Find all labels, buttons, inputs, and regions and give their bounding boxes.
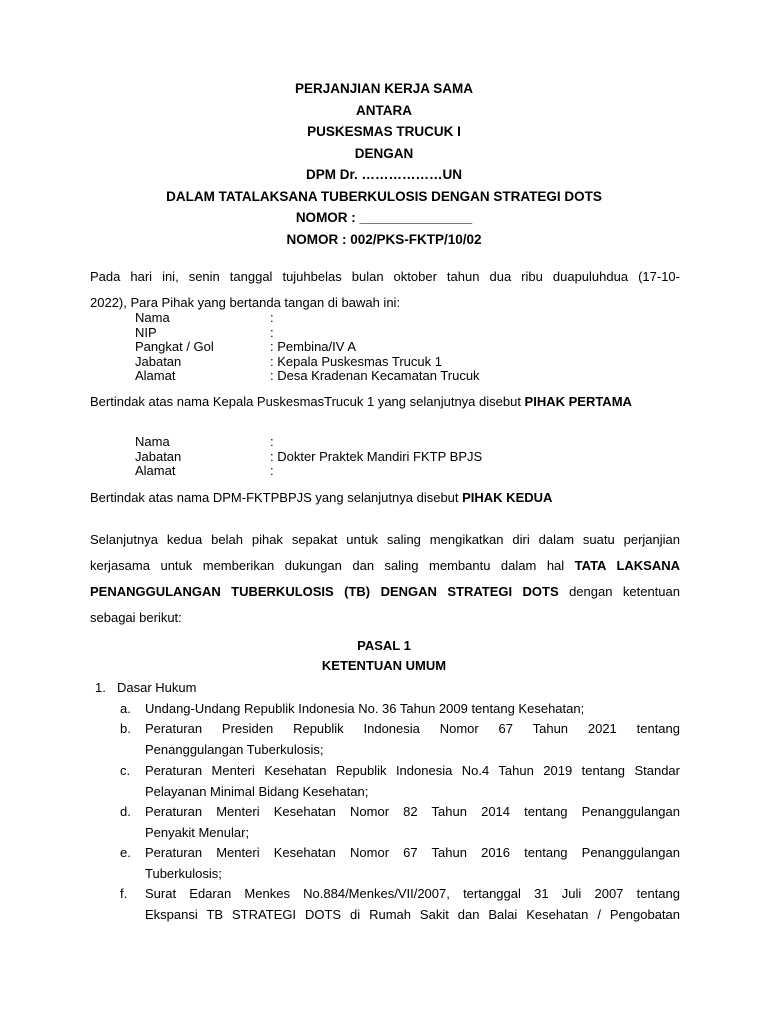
statement-text: Bertindak atas nama Kepala PuskesmasTrucuk 1 yang selanjutnya disebut [90,394,525,409]
title-line: NOMOR : 002/PKS-FKTP/10/02 [286,231,482,247]
title-line: ANTARA [356,102,412,118]
title-line: NOMOR : _______________ [295,210,473,225]
list-marker: b. [120,721,131,736]
list-item-text [145,884,680,925]
intro-line: Pada hari ini, senin tanggal tujuhbelas bulan oktober tahun dua ribu duapuluhdua (17-10- [90,269,680,284]
field-label: NIP [135,324,157,340]
agreement-line: Selanjutnya kedua belah pihak sepakat untuk saling mengikatkan diri dalam suatu perjanjian [90,532,680,547]
party-one-name-field [135,311,635,326]
list-marker: a. [120,701,131,716]
party-two-name-field [135,435,635,450]
item-line: Peraturan Presiden Republik Indonesia Nomor 67 Tahun 2021 tentang [145,721,680,736]
field-value: : [270,310,274,325]
statement-text: Bertindak atas nama DPM-FKTPBPJS yang selanjutnya disebut [90,490,463,505]
field-label: Pangkat / Gol [135,339,214,354]
intro-line: 2022), Para Pihak yang bertanda tangan di bawah ini: [90,295,401,310]
list-item-text [145,802,680,843]
field-value: : Pembina/IV A [270,339,356,354]
item-line: Peraturan Menteri Kesehatan Nomor 82 Tahun 2014 tentang Penanggulangan [145,804,680,819]
field-label: Nama [135,310,170,325]
agreement-bold: TATA LAKSANA [574,558,680,573]
party-one-nip-field [135,326,635,341]
item-line: Penyakit Menular; [145,824,250,840]
field-value: : [270,463,274,478]
section-title: Dasar Hukum [117,680,197,695]
field-value: : [270,324,274,340]
party-one-statement [90,394,632,409]
item-line: Peraturan Menteri Kesehatan Republik Indonesia No.4 Tahun 2019 tentang Standar [145,763,680,778]
field-label: Nama [135,434,170,449]
item-line: Penanggulangan Tuberkulosis; [145,741,324,757]
field-label: Alamat [135,463,176,478]
title-line: DALAM TATALAKSANA TUBERKULOSIS DENGAN STRATEGI DOTS [166,188,602,204]
field-value: : [270,434,274,449]
item-line: Undang-Undang Republik Indonesia No. 36 Tahun 2009 tentang Kesehatan; [145,701,585,716]
article-title: PASAL 1 [357,638,411,653]
list-marker: d. [120,804,131,819]
party-one-fields [135,311,635,384]
intro-paragraph [90,264,680,316]
party-one-designation: PIHAK PERTAMA [524,394,632,409]
field-value: : Dokter Praktek Mandiri FKTP BPJS [270,448,483,464]
item-line: Peraturan Menteri Kesehatan Nomor 67 Tahun 2016 tentang Penanggulangan [145,845,680,860]
document-title-block [0,78,768,250]
party-one-position-field [135,355,635,370]
agreement-line [90,553,680,579]
agreement-line: sebagai berikut: [90,610,182,625]
list-marker: c. [120,763,131,778]
title-line: PUSKESMAS TRUCUK I [307,124,461,139]
field-label: Alamat [135,368,176,383]
party-two-statement [90,490,552,505]
agreement-paragraph [90,527,680,631]
list-item-text [145,843,680,884]
party-two-designation: PIHAK KEDUA [462,490,553,505]
party-one-rank-field [135,340,635,355]
field-label: Jabatan [135,448,182,464]
item-line: Tuberkulosis; [145,865,222,881]
party-two-fields [135,435,635,479]
field-label: Jabatan [135,353,182,369]
list-item-text [145,699,680,720]
list-marker: f. [120,886,128,901]
section-number: 1. [95,680,106,695]
agreement-line [90,579,680,605]
party-two-address-field [135,464,635,479]
title-line: DENGAN [354,145,414,161]
item-line: Surat Edaran Menkes No.884/Menkes/VII/2007, tertanggal 31 Juli 2007 tentang [145,886,680,901]
party-one-address-field [135,369,635,384]
article-subtitle: KETENTUAN UMUM [321,658,447,673]
section-heading [95,680,197,695]
list-marker: e. [120,845,131,860]
item-line: Pelayanan Minimal Bidang Kesehatan; [145,783,369,799]
title-line: PERJANJIAN KERJA SAMA [294,81,474,96]
field-value: : Kepala Puskesmas Trucuk 1 [270,353,442,369]
agreement-bold: PENANGGULANGAN TUBERKULOSIS (TB) DENGAN STRATEGI DOTS [90,584,559,599]
party-two-position-field [135,450,635,465]
list-item-text [145,761,680,802]
item-line: Ekspansi TB STRATEGI DOTS di Rumah Sakit dan Balai Kesehatan / Pengobatan [145,906,680,922]
field-value: : Desa Kradenan Kecamatan Trucuk [270,368,480,383]
agreement-text: kerjasama untuk memberikan dukungan dan saling membantu dalam hal [90,558,575,573]
agreement-text: dengan ketentuan [558,584,680,599]
title-line: DPM Dr. ………………UN [305,167,462,182]
list-item-text [145,719,680,760]
